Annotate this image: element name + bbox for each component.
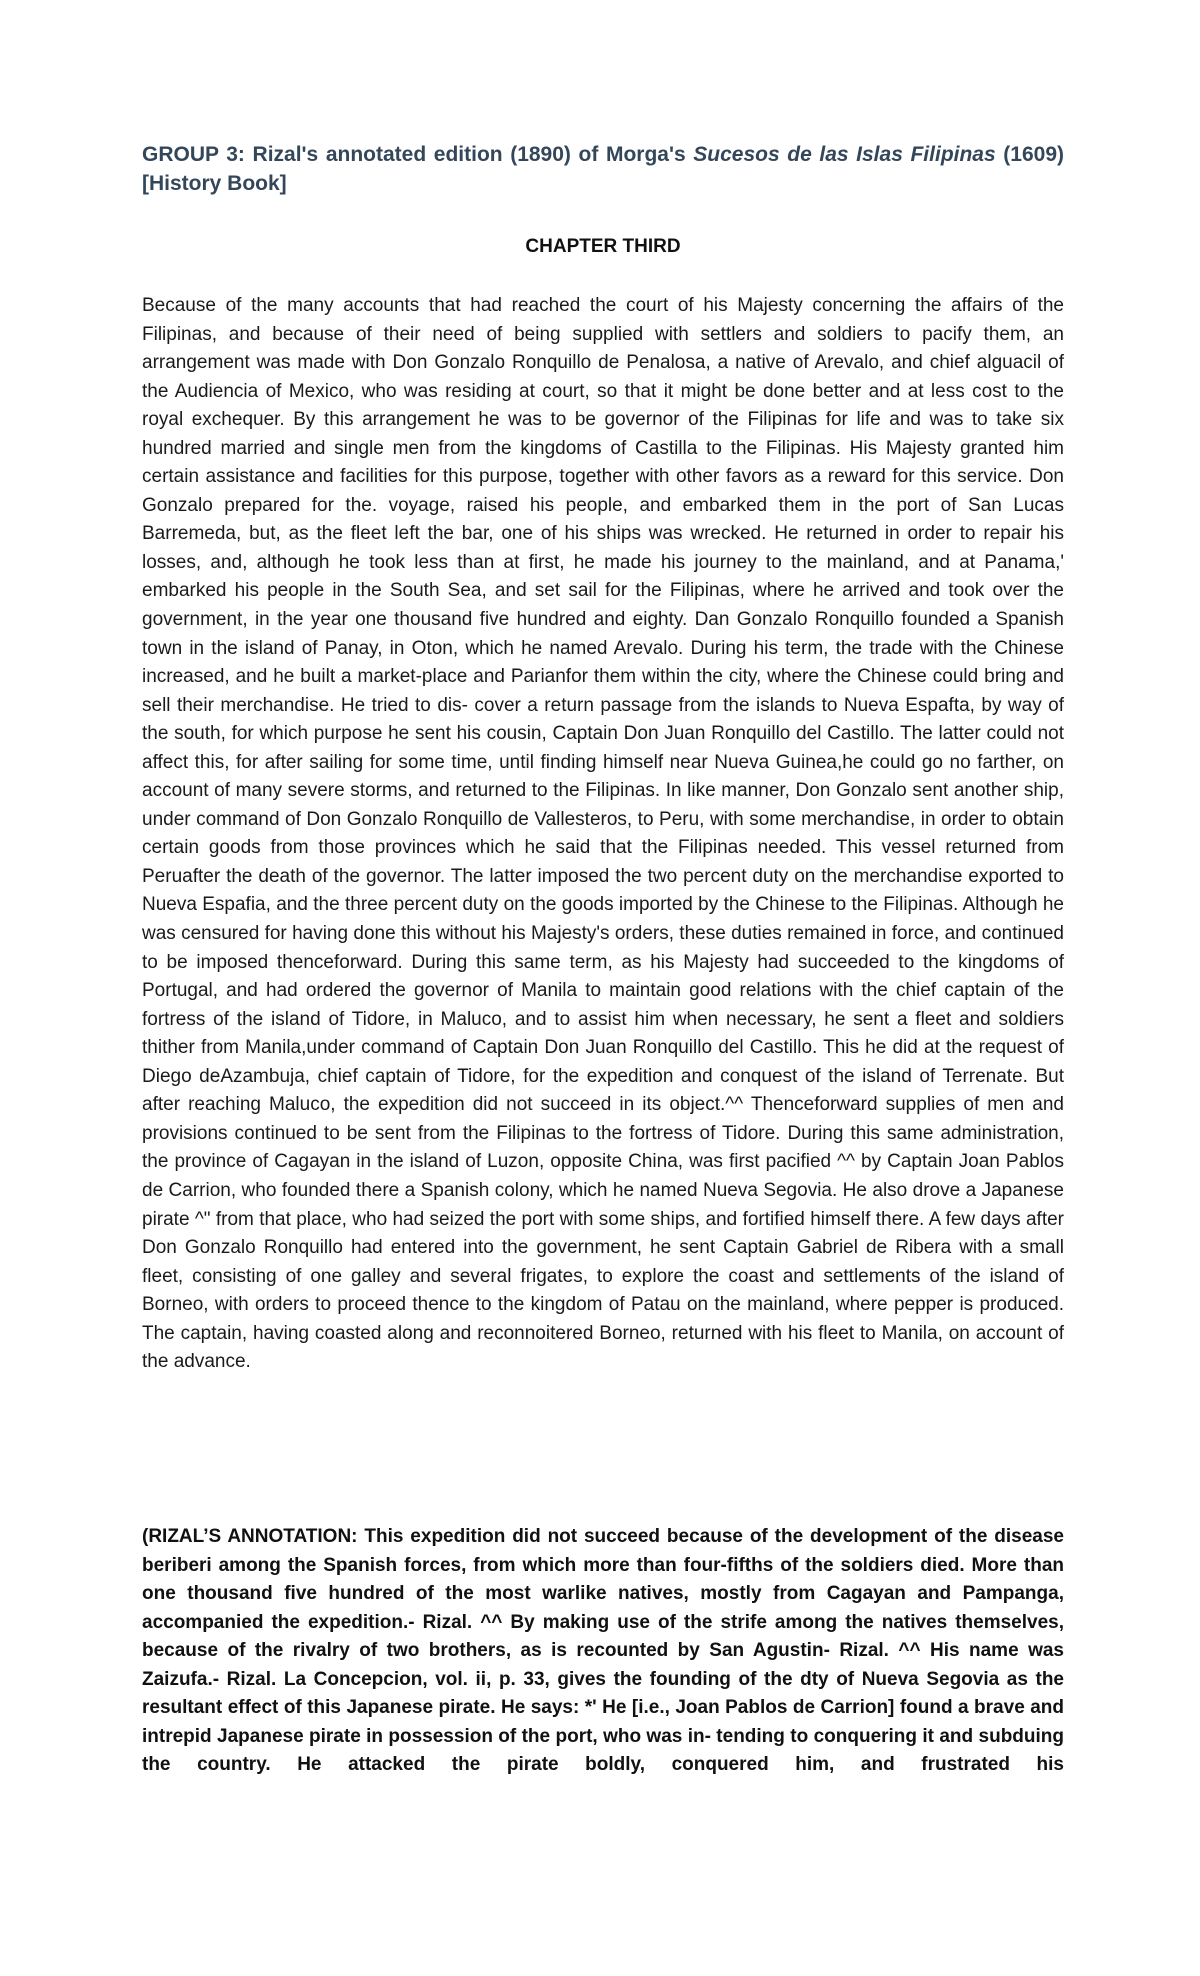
book-title: Sucesos de las Islas Filipinas [693,143,996,166]
group-heading-prefix: GROUP 3: Rizal's annotated edition (1890) of Morga's [142,143,694,166]
chapter-title: CHAPTER THIRD [525,236,681,257]
rizal-annotation: (RIZAL’S ANNOTATION: This expedition did not succeed because of the development of the disease beriberi among the Spanish forces, from which more than four-fifths of the soldiers died. More than one thousand five hundred of the most warlike natives, mostly from Cagayan and Pampanga, accompanied the expedition.- Rizal. ^^ By making use of the strife among the natives themselves, because of the rivalry of two brothers, as is recounted by San Agustin- Rizal. ^^ His name was Zaizufa.- Rizal. La Concepcion, vol. ii, p. 33, gives the founding of the dty of Nueva Segovia as the resultant effect of this Japanese pirate. He says: *' He [i.e., Joan Pablos de Carrion] found a brave and intrepid Japanese pirate in possession of the port, who was in- tending to conquering it and subduing the country. He attacked the pirate boldly, conquered him, and frustrated his [142,1526,1064,1776]
body-paragraph: Because of the many accounts that had reached the court of his Majesty concerning the affairs of the Filipinas, and because of their need of being supplied with settlers and soldiers to pacify them, an arrangement was made with Don Gonzalo Ronquillo de Penalosa, a native of Arevalo, and chief alguacil of the Audiencia of Mexico, who was residing at court, so that it might be done better and at less cost to the royal exchequer. By this arrangement he was to be governor of the Filipinas for life and was to take six hundred married and single men from the kingdoms of Castilla to the Filipinas. His Majesty granted him certain assistance and facilities for this purpose, together with other favors as a reward for this service. Don Gonzalo prepared for the. voyage, raised his people, and embarked them in the port of San Lucas Barremeda, but, as the fleet left the bar, one of his ships was wrecked. He returned in order to repair his losses, and, although he took less than at first, he made his journey to the mainland, and at Panama,' embarked his people in the South Sea, and set sail for the Filipinas, where he arrived and took over the government, in the year one thousand five hundred and eighty. Dan Gonzalo Ronquillo founded a Spanish town in the island of Panay, in Oton, which he named Arevalo. During his term, the trade with the Chinese increased, and he built a market-place and Parianfor them within the city, where the Chinese could bring and sell their merchandise. He tried to dis- cover a return passage from the islands to Nueva Espafta, by way of the south, for which purpose he sent his cousin, Captain Don Juan Ronquillo del Castillo. The latter could not affect this, for after sailing for some time, until finding himself near Nueva Guinea,he could go no farther, on account of many severe storms, and returned to the Filipinas. In like manner, Don Gonzalo sent another ship, under command of Don Gonzalo Ronquillo de Vallesteros, to Peru, with some merchandise, in order to obtain certain goods from those provinces which he said that the Filipinas needed. This vessel returned from Peruafter the death of the governor. The latter imposed the two percent duty on the merchandise exported to Nueva Espafia, and the three percent duty on the goods imported by the Chinese to the Filipinas. Although he was censured for having done this without his Majesty's orders, these duties remained in force, and continued to be imposed thenceforward. During this same term, as his Majesty had succeeded to the kingdoms of Portugal, and had ordered the governor of Manila to maintain good relations with the chief captain of the fortress of the island of Tidore, in Maluco, and to assist him when necessary, he sent a fleet and soldiers thither from Manila,under command of Captain Don Juan Ronquillo del Castillo. This he did at the request of Diego deAzambuja, chief captain of Tidore, for the expedition and conquest of the island of Terrenate. But after reaching Maluco, the expedition did not succeed in its object.^^ Thenceforward supplies of men and provisions continued to be sent from the Filipinas to the fortress of Tidore. During this same administration, the province of Cagayan in the island of Luzon, opposite China, was first pacified ^^ by Captain Joan Pablos de Carrion, who founded there a Spanish colony, which he named Nueva Segovia. He also drove a Japanese pirate ^" from that place, who had seized the port with some ships, and fortified himself there. A few days after Don Gonzalo Ronquillo had entered into the government, he sent Captain Gabriel de Ribera with a small fleet, consisting of one galley and several frigates, to explore the coast and settlements of the island of Borneo, with orders to proceed thence to the kingdom of Patau on the mainland, where pepper is produced. The captain, having coasted along and reconnoitered Borneo, returned with his fleet to Manila, on account of the advance. [142,295,1064,1373]
group-heading-suffix: (1609) [History Book] [142,143,1064,195]
group-heading [142,140,1064,198]
